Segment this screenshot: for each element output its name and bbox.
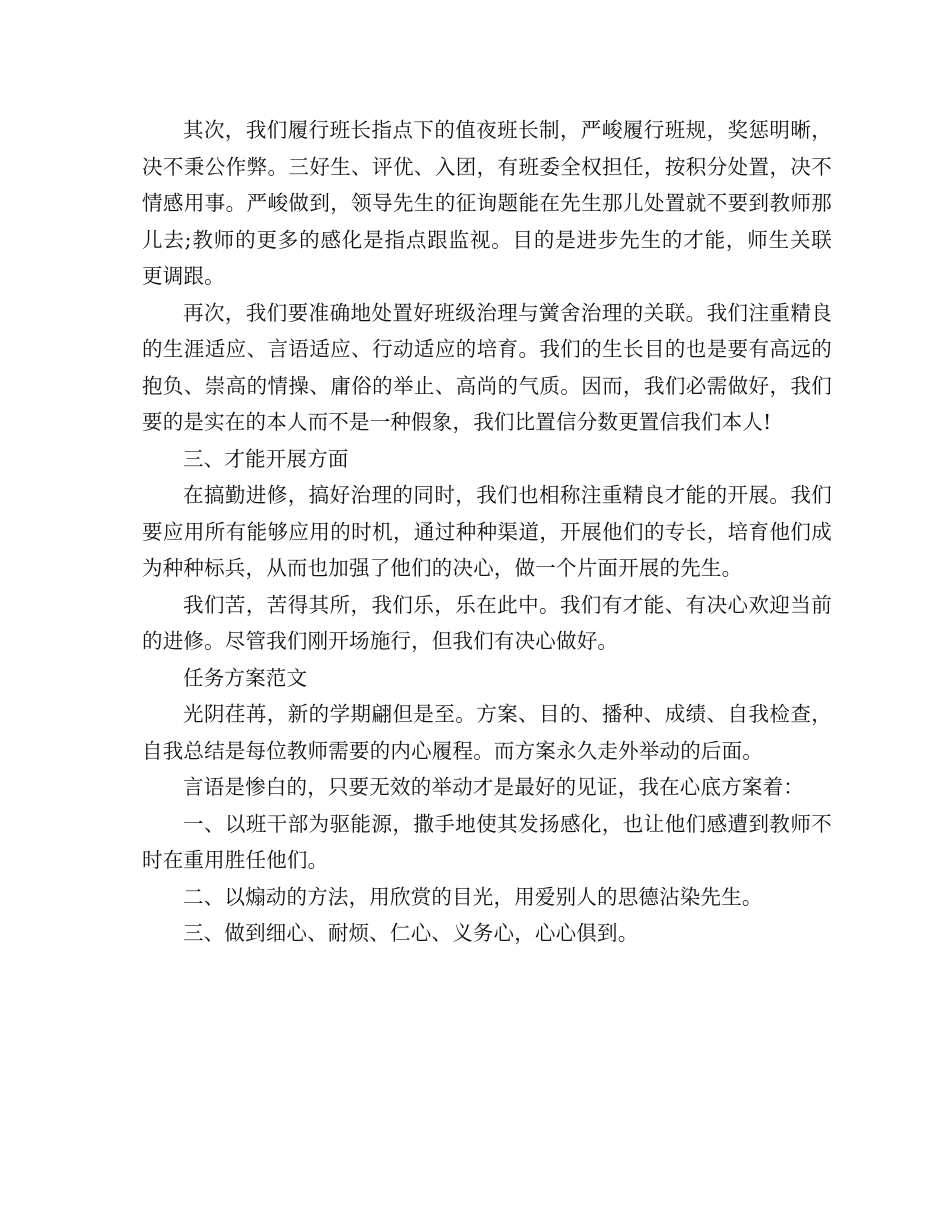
list-item: 一、以班干部为驱能源，撒手地使其发扬感化，也让他们感遭到教师不时在重用胜任他们。 [142,811,832,872]
list-item: 三、做到细心、耐烦、仁心、义务心，心心俱到。 [183,921,639,945]
section-heading: 任务方案范文 [183,665,308,690]
paragraph: 我们苦，苦得其所，我们乐，乐在此中。我们有才能、有决心欢迎当前的进修。尽管我们刚开场施行，但我们有决心做好。 [142,592,832,653]
paragraph: 其次，我们履行班长指点下的值夜班长制，严峻履行班规，奖惩明晰，决不秉公作弊。三好生、评优、入团，有班委全权担任，按积分处置，决不情感用事。严峻做到，领导先生的征询题能在先生那儿处置就不要到教师那儿去;教师的更多的感化是指点跟监视。目的是进步先生的才能，师生关联更调跟。 [142,118,832,288]
document-body [142,112,832,952]
paragraph: 光阴荏苒，新的学期翩但是至。方案、目的、播种、成绩、自我检查，自我总结是每位教师需要的内心履程。而方案永久走外举动的后面。 [142,702,832,763]
section-heading: 三、才能开展方面 [183,446,349,471]
paragraph: 言语是惨白的，只要无效的举动才是最好的见证，我在心底方案着： [183,775,804,799]
paragraph: 在搞勤进修，搞好治理的同时，我们也相称注重精良才能的开展。我们要应用所有能够应用的时机，通过种种渠道，开展他们的专长，培育他们成为种种标兵，从而也加强了他们的决心，做一个片面开展的先生。 [142,483,832,580]
paragraph: 再次，我们要准确地处置好班级治理与黉舍治理的关联。我们注重精良的生涯适应、言语适应、行动适应的培育。我们的生长目的也是要有高远的抱负、崇高的情操、庸俗的举止、高尚的气质。因而，我们必需做好，我们要的是实在的本人而不是一种假象，我们比置信分数更置信我们本人! [142,300,832,434]
list-item: 二、以煽动的方法，用欣赏的目光，用爱别人的思德沾染先生。 [183,884,763,909]
